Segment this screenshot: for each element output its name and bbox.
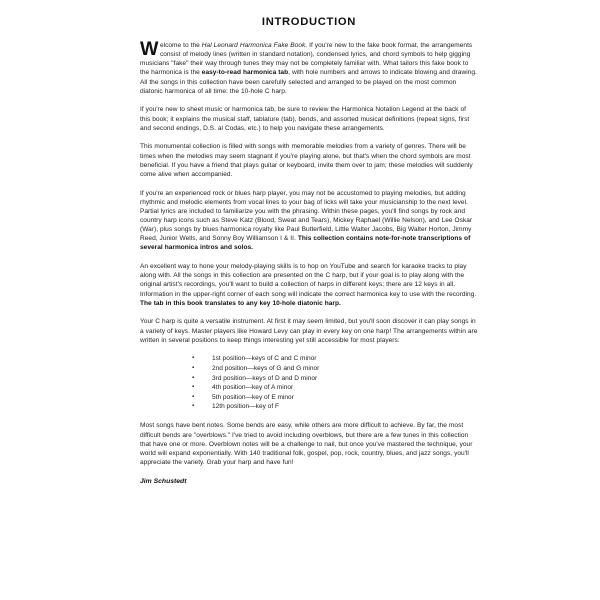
paragraph-bent-notes: Most songs have bent notes. Some bends are easy, while others are more difficult to achieve. By far, the most difficult bends are "overblows." I've tried to avoid including overblows, but there are a few tunes in this collection that have one or more. Overblown notes will be a challenge to nail, but once you've mastered the technique, your world will expand exponentially. With 140 traditional folk, gospel, pop, rock, country, blues, and jazz songs, you'll appreciate the variety. Grab your harp and have fun! <box>140 422 473 467</box>
bullet-icon: ▪ <box>192 374 195 381</box>
paragraph-versatile-instrument: Your C harp is quite a versatile instrument. At first it may seem limited, but you'll soon discover it can play songs in a variety of keys. Master players like Howard Levy can play in every key on one harp! The arrangements within are written in several positions to keep things interesting yet still accessible for most players: <box>140 318 478 344</box>
paragraph-collection-genres: This monumental collection is filled with songs with memorable melodies from a variety of genres. There will be times when the melodies may seem stagnant if you're playing alone, but that's when the chord symbols are most beneficial. If you have a friend that plays guitar or keyboard, invite them over to jam; these melodies will suddenly come alive when accompanied. <box>140 143 473 178</box>
list-item <box>192 393 478 403</box>
paragraph-notation-legend: If you're new to sheet music or harmonica tab, be sure to review the Harmonica Notation Legend at the back of this book; it explains the musical staff, tablature (tab), bends, and assorted musical definitions (repeat signs, first and second endings, D.S. al Codas, etc.) to help you navigate these arrangements. <box>140 106 470 132</box>
list-item <box>192 374 478 384</box>
emphasis-tab-translates: The tab in this book translates to any key 10-hole diatonic harp. <box>140 299 341 307</box>
list-item-label: 1st position—keys of C and C minor <box>212 355 317 363</box>
emphasis-harmonica-tab: easy-to-read harmonica tab <box>201 69 289 77</box>
list-item <box>192 402 478 412</box>
list-item-label: 4th position—key of A minor <box>212 384 294 392</box>
bullet-icon: ▪ <box>192 364 195 371</box>
list-item <box>192 364 478 374</box>
bullet-icon: ▪ <box>192 393 195 400</box>
list-item <box>192 383 478 393</box>
page-title: INTRODUCTION <box>261 16 357 28</box>
list-item-label: 5th position—key of E minor <box>212 393 294 401</box>
paragraph-karaoke-keys-body: An excellent way to hone your melody-playing skills is to hop on YouTube and search for karaoke tracks to play along with. All the songs in this collection are presented on the C harp, but if your goal is to play along with the original artist's recordings, you'll want to build a collection of harps in different keys; there are 12 keys in all. Information in the upper-right corner of each song will indicate the correct harmonica key to use with the recording. <box>140 263 477 298</box>
list-item-label: 12th position—key of F <box>212 403 279 411</box>
drop-cap-letter: W <box>140 38 159 60</box>
paragraph-harp-players <box>140 189 478 253</box>
paragraph-welcome <box>140 38 478 96</box>
list-item-label: 3rd position—keys of D and D minor <box>212 374 318 382</box>
harmonica-position-list <box>140 354 478 412</box>
document-text-column <box>140 16 478 485</box>
author-signature: Jim Schustedt <box>140 478 187 486</box>
bullet-icon: ▪ <box>192 355 195 362</box>
paragraph-karaoke-keys <box>140 262 478 308</box>
list-item <box>192 354 478 364</box>
bullet-icon: ▪ <box>192 384 195 391</box>
emphasis-note-for-note: This collection contains note-for-note transcriptions of several harmonica intros and solos. <box>140 235 471 252</box>
bullet-icon: ▪ <box>192 403 195 410</box>
paragraph-welcome-part-c: , with hole numbers and arrows to indicate blowing and drawing. All the songs in this collection have been carefully selected and arranged to be played on the most common diatonic harmonica of all time: the 10-hole C harp. <box>140 69 477 95</box>
paragraph-welcome-part-b: . If you're new to the fake book format, the arrangements consist of melody lines (written in standard notation), condensed lyrics, and chord symbols to help gigging musicians "fake" their way through tunes they may not be completely familiar with. What tailors this fake book to the harmonica is the <box>140 42 473 77</box>
book-title-italic: Hal Leonard Harmonica Fake Book <box>201 42 306 49</box>
paragraph-welcome-part-a: elcome to the <box>159 42 202 49</box>
paragraph-harp-players-body: If you're an experienced rock or blues harp player, you may not be accustomed to playing melodies, but adding rhythmic and melodic elements from vocal lines to your bag of licks will take your musicianship to the next level. Partial lyrics are included to familiarize you with the phrasing. Within these pages, you'll find songs by rock and country harp icons such as Steve Katz (Blood, Sweat and Tears), Mickey Raphael (Willie Nelson), and Lee Oskar (War), plus songs by blues harmonica royalty like Paul Butterfield, Little Walter Jacobs, Big Walter Horton, Jimmy Reed, Junior Wells, and Sonny Boy Williamson I & II. <box>140 189 473 243</box>
list-item-label: 2nd position—keys of G and G minor <box>212 364 320 372</box>
